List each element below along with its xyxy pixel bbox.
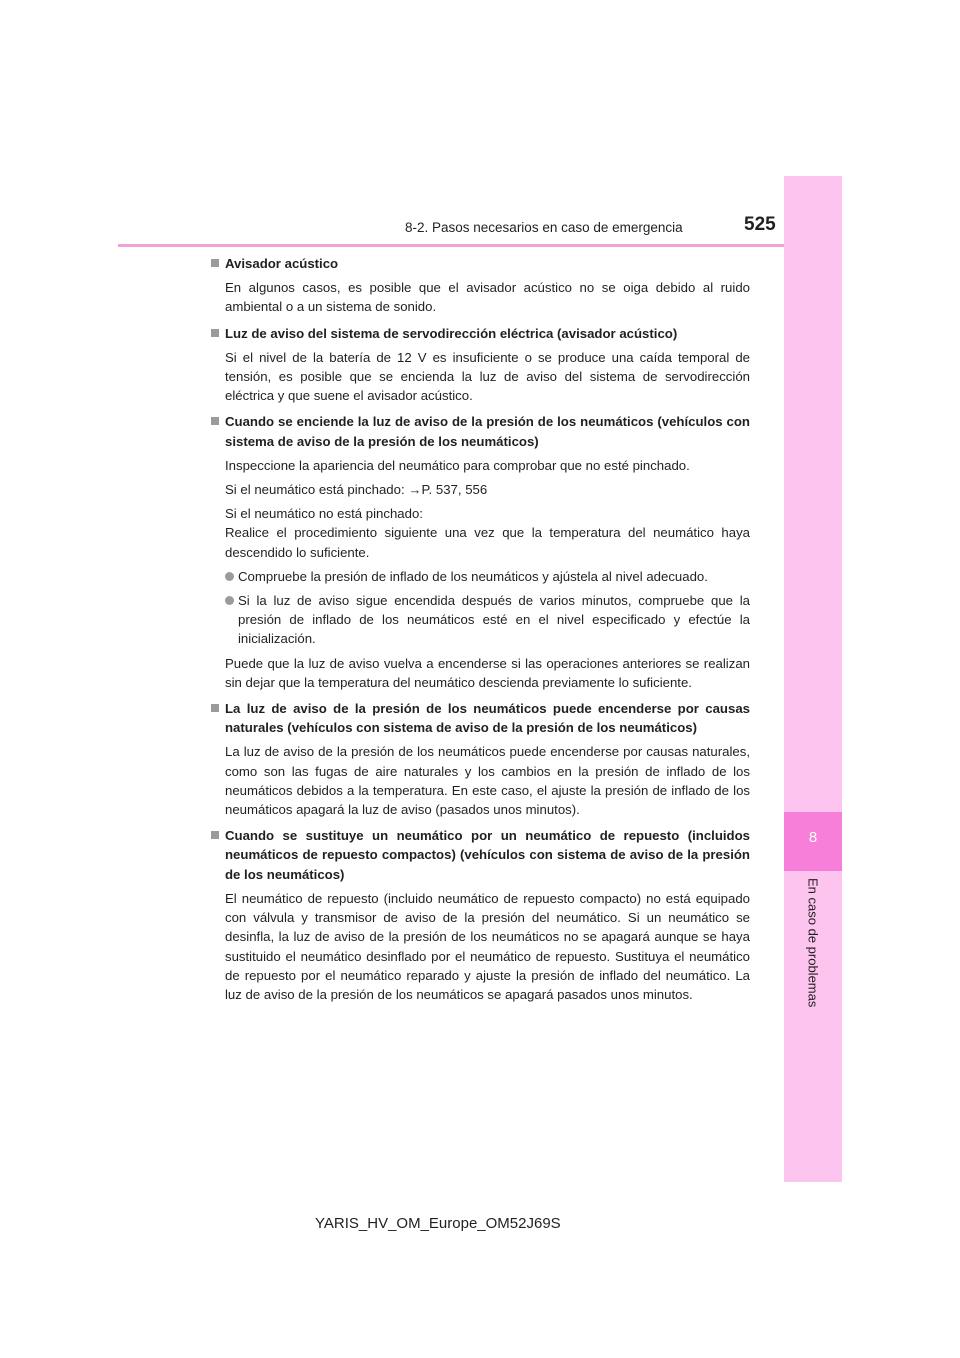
paragraph: El neumático de repuesto (incluido neumático de repuesto compacto) no está equipado con válvula y transmisor de aviso de la presión del neumático. Si un neumático se desinfla, la luz de aviso de la presión de los neumáticos no se apagará aunque se haya sustituido el neumático desinflado por el neumático de repuesto. Sustituya el neumático de repuesto por el neumático reparado y ajuste la presión de inflado del neumático. La luz de aviso de la presión de los neumáticos se apagará pasados unos minutos. [225,890,750,1002]
page-number: 525 [744,214,776,235]
list-item: Compruebe la presión de inflado de los neumáticos y ajústela al nivel adecuado. [208,567,750,586]
square-bullet-icon [211,417,219,425]
chapter-label: En caso de problemas [805,878,821,1008]
chapter-number-box [784,812,842,871]
square-bullet-icon [211,831,219,839]
square-bullet-icon [211,259,219,267]
circle-bullet-icon [225,572,234,581]
section-heading: Cuando se enciende la luz de aviso de la presión de los neumáticos (vehículos con sistema de aviso de la presión de los neumáticos) [208,412,750,450]
paragraph: Si el nivel de la batería de 12 V es insuficiente o se produce una caída temporal de tensión, es posible que se encienda la luz de aviso del sistema de servodirección eléctrica y que suene el avisador acústico. [225,349,750,404]
section-heading: La luz de aviso de la presión de los neumáticos puede encenderse por causas naturales (vehículos con sistema de aviso de la presión de los neumáticos) [208,699,750,737]
section-neumatico-repuesto [208,826,750,1004]
header-rule [118,244,784,247]
list-item: Si la luz de aviso sigue encendida después de varios minutos, compruebe que la presión de inflado de los neumáticos esté en el nivel especificado y efectúe la inicialización. [208,591,750,649]
square-bullet-icon [211,704,219,712]
chapter-number: 8 [808,829,818,846]
footer-doc-id: YARIS_HV_OM_Europe_OM52J69S [315,1215,561,1232]
paragraph: Si el neumático no está pinchado: Realice el procedimiento siguiente una vez que la temperatura del neumático haya descendido lo suficiente. [225,506,750,560]
paragraph: La luz de aviso de la presión de los neumáticos puede encenderse por causas naturales, como son las fugas de aire naturales y los cambios en la presión de inflado de los neumáticos debidos a la temperatura. En este caso, el ajuste la presión de inflado de los neumáticos apagará la luz de aviso (pasados unos minutos). [225,744,750,818]
section-avisador-acustico [208,254,750,317]
paragraph: Puede que la luz de aviso vuelva a encenderse si las operaciones anteriores se realizan sin dejar que la temperatura del neumático descienda previamente lo suficiente. [225,655,750,690]
paragraph: Si el neumático está pinchado: →P. 537, 556 [225,482,488,498]
section-luz-presion-neumaticos [208,412,750,692]
circle-bullet-icon [225,596,234,605]
section-servodireccion [208,324,750,406]
section-title: 8-2. Pasos necesarios en caso de emergencia [405,220,683,235]
page-content [208,254,750,1011]
paragraph: Inspeccione la apariencia del neumático para comprobar que no esté pinchado. [225,457,690,473]
section-heading: Luz de aviso del sistema de servodirección eléctrica (avisador acústico) [208,324,750,343]
chapter-side-tab [784,176,842,1182]
square-bullet-icon [211,329,219,337]
section-heading: Cuando se sustituye un neumático por un neumático de repuesto (incluidos neumáticos de repuesto compactos) (vehículos con sistema de aviso de la presión de los neumáticos) [208,826,750,884]
section-causas-naturales [208,699,750,819]
paragraph: En algunos casos, es posible que el avisador acústico no se oiga debido al ruido ambiental o a un sistema de sonido. [225,280,750,315]
section-heading: Avisador acústico [208,254,750,273]
